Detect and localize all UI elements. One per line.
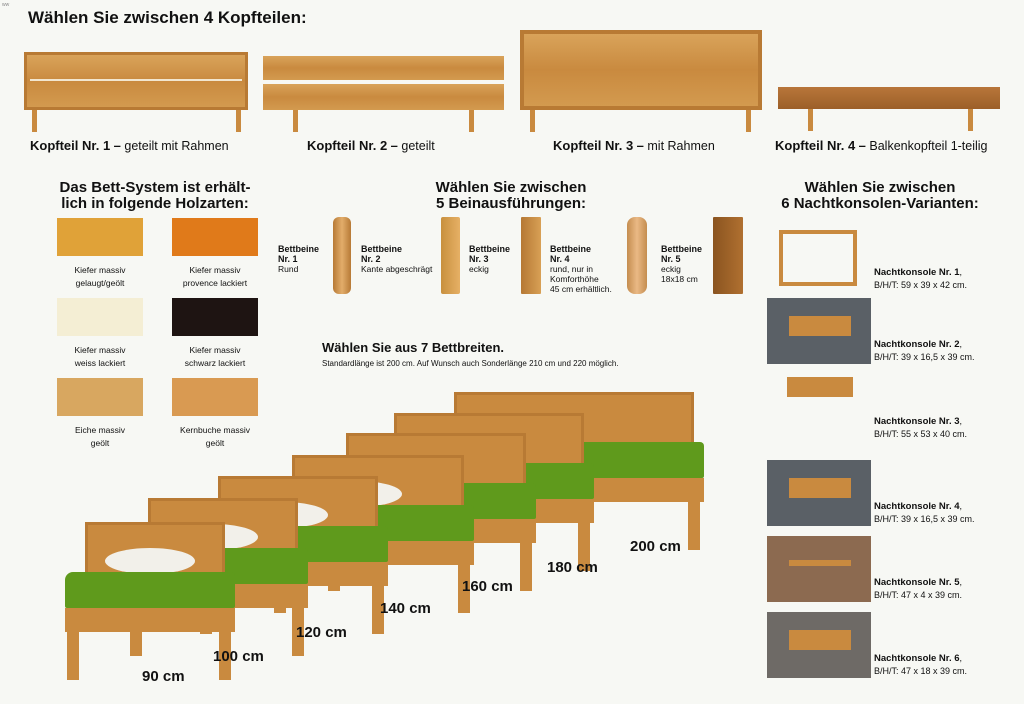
leg-2-image xyxy=(441,217,460,294)
headboards-title: Wählen Sie zwischen 4 Kopfteilen: xyxy=(28,8,307,27)
bed-width-label: 160 cm xyxy=(462,578,513,595)
bed-width-label: 90 cm xyxy=(142,668,185,685)
woods-title: Das Bett-System ist erhält- lich in folgende Holzarten: xyxy=(59,179,251,212)
wood-swatch-4 xyxy=(172,298,258,336)
widths-title: Wählen Sie aus 7 Bettbreiten. xyxy=(322,340,505,355)
leg-1-image xyxy=(333,217,351,294)
nightstand-3-label: Nachtkonsole Nr. 3, B/H/T: 55 x 53 x 40 cm. xyxy=(874,416,968,439)
bed-width-label: 120 cm xyxy=(296,624,347,641)
wood-swatch-label: Kiefer massiv schwarz lackiert xyxy=(184,345,246,368)
wood-swatch-label: Eiche massiv geölt xyxy=(74,425,126,448)
bed-width-label: 100 cm xyxy=(213,648,264,665)
corner-mark: ww xyxy=(2,2,10,8)
nightstand-6-image xyxy=(767,612,871,678)
nightstand-4-label: Nachtkonsole Nr. 4, B/H/T: 39 x 16,5 x 39 cm. xyxy=(874,501,975,524)
leg-3-image xyxy=(521,217,541,294)
headboard-3-image xyxy=(520,30,762,134)
leg-4-image xyxy=(627,217,647,294)
nightstand-2-image xyxy=(767,298,871,364)
wood-swatch-1 xyxy=(57,218,143,256)
headboard-2-image xyxy=(263,56,504,134)
wood-swatch-3 xyxy=(57,298,143,336)
nightstand-1-label: Nachtkonsole Nr. 1, B/H/T: 59 x 39 x 42 cm. xyxy=(874,267,968,290)
leg-5-label: Bettbeine Nr. 5 eckig 18x18 cm xyxy=(661,244,703,284)
headboard-3-caption: Kopfteil Nr. 3 – mit Rahmen xyxy=(553,138,715,153)
nightstand-5-label: Nachtkonsole Nr. 5, B/H/T: 47 x 4 x 39 cm. xyxy=(874,577,963,600)
nightstand-2-label: Nachtkonsole Nr. 2, B/H/T: 39 x 16,5 x 39 cm. xyxy=(874,339,975,362)
wood-swatch-label: Kiefer massiv weiss lackiert xyxy=(74,345,126,368)
headboard-4-image xyxy=(778,87,1000,134)
bed-width-label: 180 cm xyxy=(547,559,598,576)
widths-subtitle: Standardlänge ist 200 cm. Auf Wunsch auch Sonderlänge 210 cm und 220 möglich. xyxy=(322,359,619,368)
wood-swatch-label: Kernbuche massiv geölt xyxy=(180,425,250,448)
headboard-4-caption: Kopfteil Nr. 4 – Balkenkopfteil 1-teilig xyxy=(775,138,988,153)
leg-4-label: Bettbeine Nr. 4 rund, nur in Komforthöhe 45 cm erhältlich. xyxy=(550,244,612,294)
nightstand-1-image xyxy=(767,226,871,292)
leg-5-image xyxy=(713,217,743,294)
wood-swatch-5 xyxy=(57,378,143,416)
bed-width-label: 140 cm xyxy=(380,600,431,617)
wood-swatch-6 xyxy=(172,378,258,416)
bed-width-label: 200 cm xyxy=(630,538,681,555)
nightstand-6-label: Nachtkonsole Nr. 6, B/H/T: 47 x 18 x 39 cm. xyxy=(874,653,968,676)
wood-swatch-2 xyxy=(172,218,258,256)
legs-title: Wählen Sie zwischen 5 Beinausführungen: xyxy=(435,179,587,212)
headboard-1-image xyxy=(24,52,248,134)
headboard-2-caption: Kopfteil Nr. 2 – geteilt xyxy=(307,138,435,153)
leg-1-label: Bettbeine Nr. 1 Rund xyxy=(278,244,320,274)
nightstand-4-image xyxy=(767,460,871,526)
headboard-1-caption: Kopfteil Nr. 1 – geteilt mit Rahmen xyxy=(30,138,229,153)
leg-3-label: Bettbeine Nr. 3 eckig xyxy=(469,244,511,274)
nightstands-title: Wählen Sie zwischen 6 Nachtkonsolen-Varianten: xyxy=(781,179,979,212)
wood-swatch-label: Kiefer massiv provence lackiert xyxy=(182,265,248,288)
leg-2-label: Bettbeine Nr. 2 Kante abgeschrägt xyxy=(361,244,433,274)
wood-swatch-label: Kiefer massiv gelaugt/geölt xyxy=(74,265,126,288)
nightstand-5-image xyxy=(767,536,871,602)
nightstand-3-image xyxy=(767,375,871,441)
